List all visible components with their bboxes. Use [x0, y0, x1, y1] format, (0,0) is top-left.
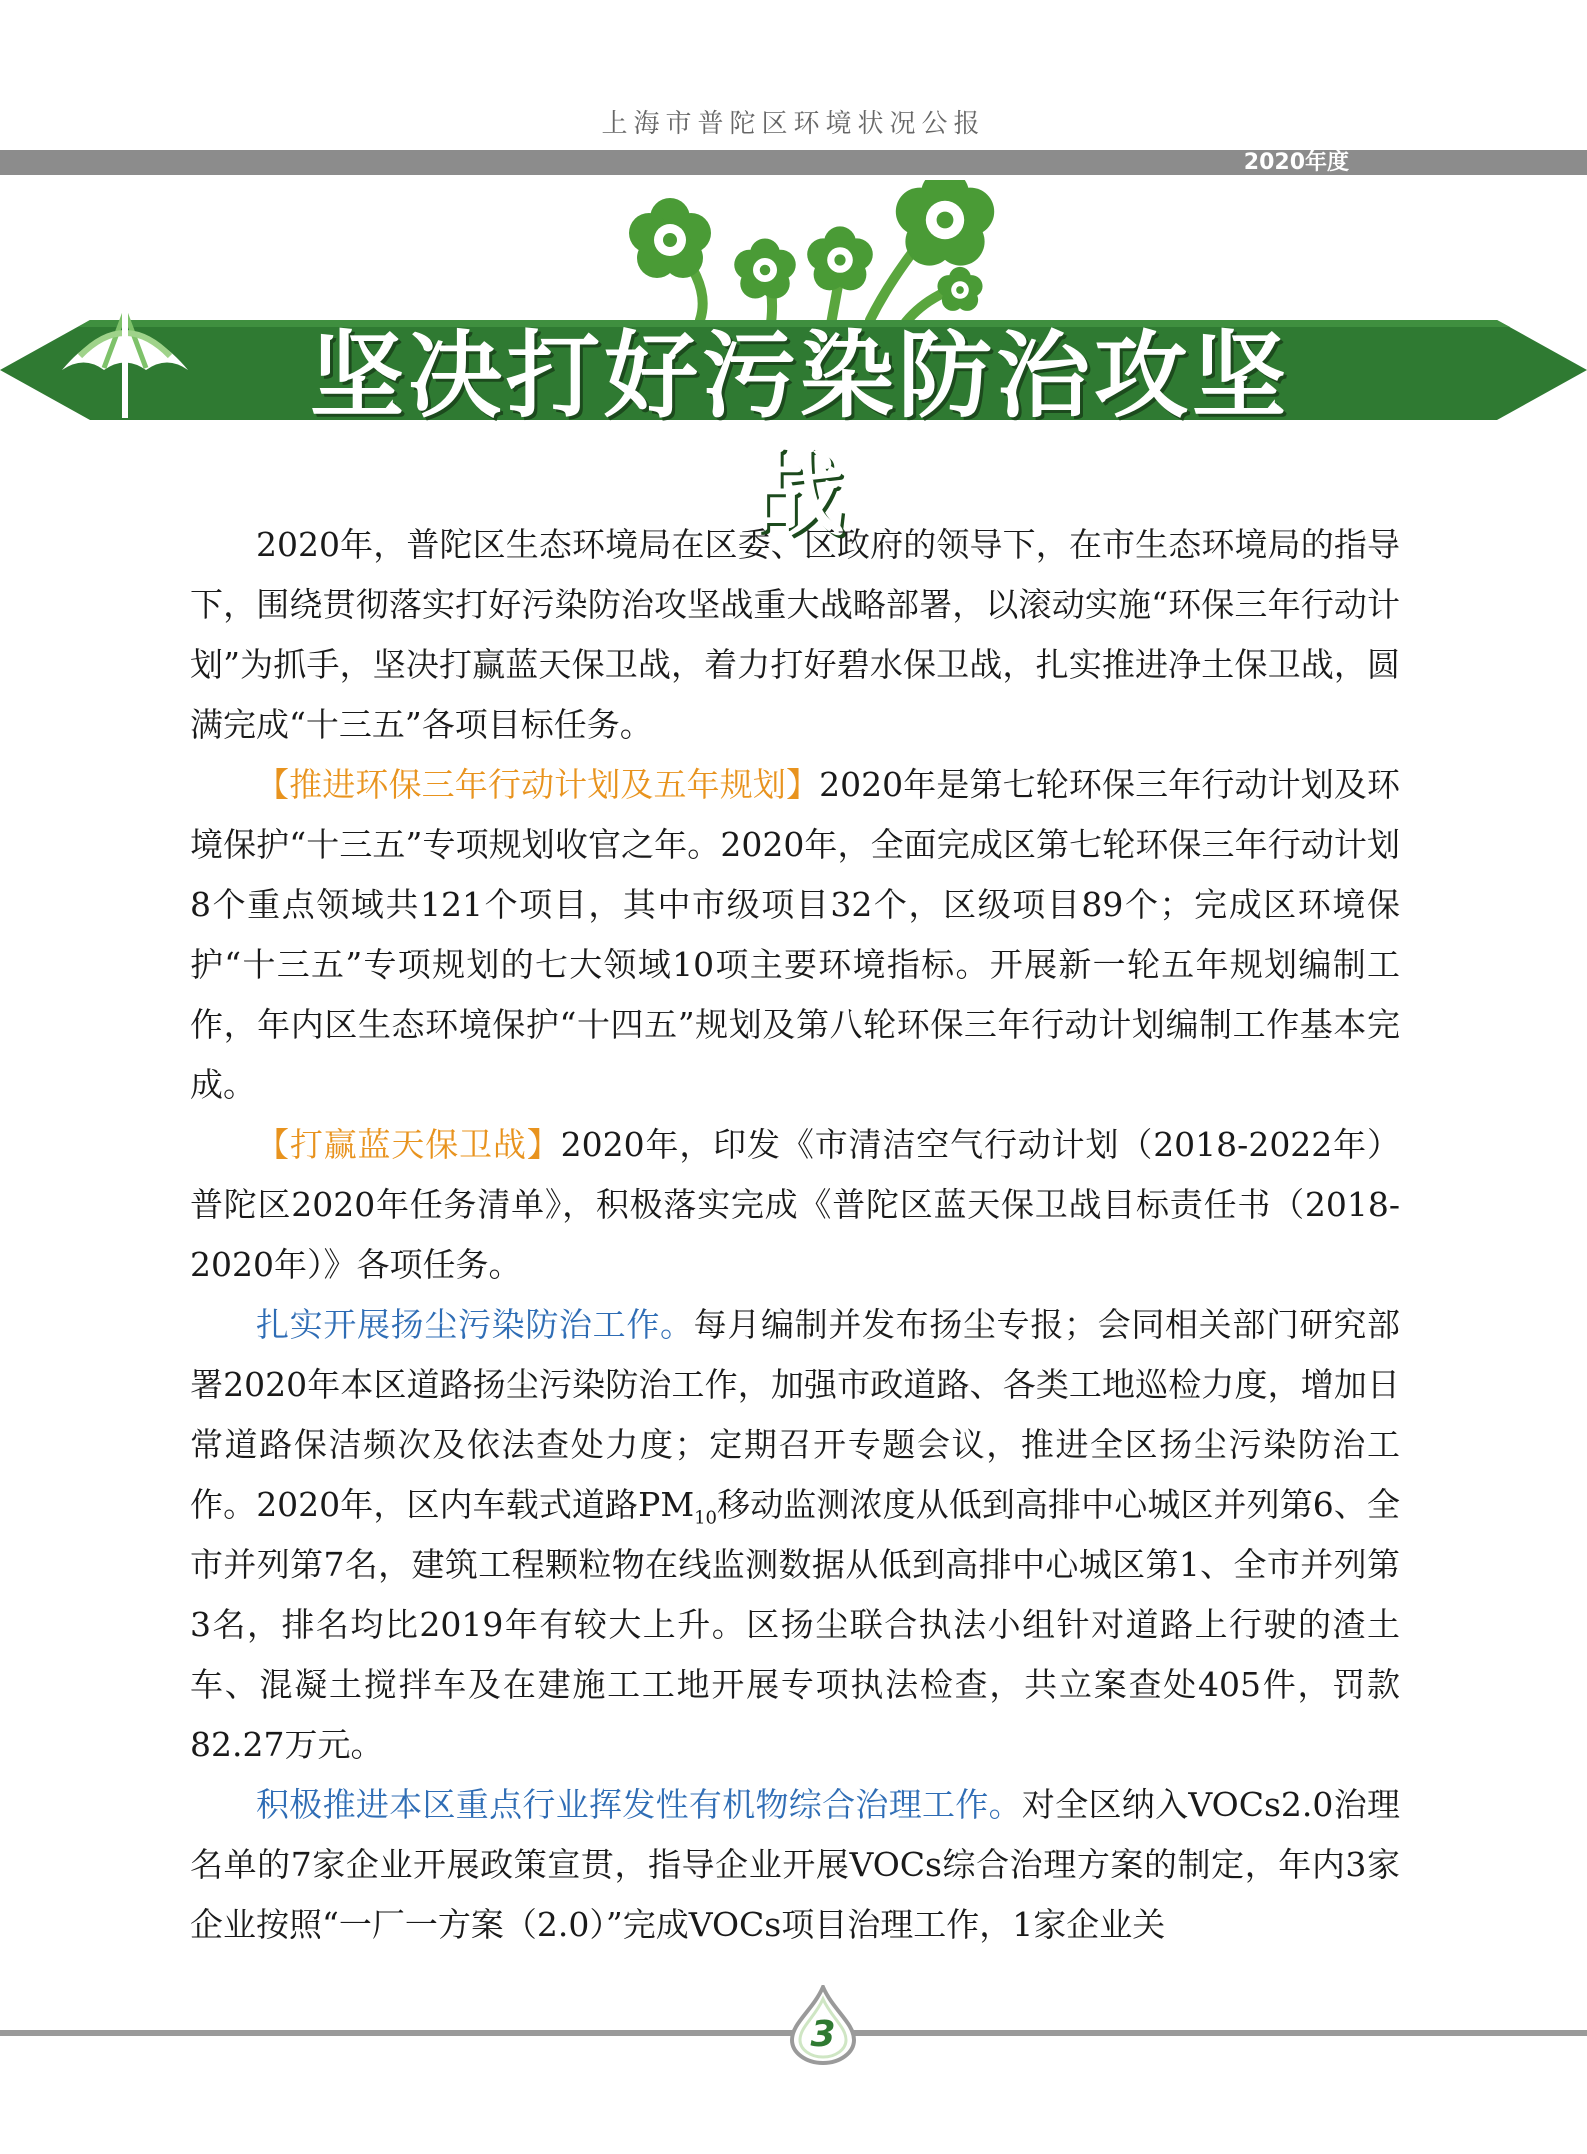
section-plan-heading: 【推进环保三年行动计划及五年规划】 [256, 765, 820, 804]
report-title: 上海市普陀区环境状况公报 [601, 109, 986, 139]
flower-icon [807, 226, 873, 290]
section-bluesky-paragraph [190, 1115, 1400, 1295]
flower-icon [734, 239, 796, 299]
dust-heading: 扎实开展扬尘污染防治工作。 [256, 1305, 694, 1344]
flower-icon [896, 180, 994, 266]
dust-text-b: 移动监测浓度从低到高排中心城区并列第6、全市并列第7名，建筑工程颗粒物在线监测数据从低到高排中心城区第1、全市并列第3名，排名均比2019年有较大上升。区扬尘联合执法小组针对道路上行驶的渣土车、混凝土搅拌车及在建施工工地开展专项执法检查，共立案查处405件，罚款82.27万元。 [190, 1485, 1400, 1764]
intro-paragraph: 2020年，普陀区生态环境局在区委、区政府的领导下，在市生态环境局的指导下，围绕贯彻落实打好污染防治攻坚战重大战略部署，以滚动实施“环保三年行动计划”为抓手，坚决打赢蓝天保卫战，着力打好碧水保卫战，扎实推进净土保卫战，圆满完成“十三五”各项目标任务。 [190, 525, 1400, 744]
voc-heading: 积极推进本区重点行业挥发性有机物综合治理工作。 [256, 1785, 1022, 1824]
header-bar [0, 150, 1587, 175]
banner-title: 坚决打好污染防治攻坚战 [309, 322, 1290, 549]
flower-icon [629, 198, 711, 278]
article-body [190, 515, 1400, 1955]
dust-paragraph [190, 1295, 1400, 1775]
page-number: 3 [810, 2014, 836, 2055]
voc-text: 对全区纳入VOCs2.0治理名单的7家企业开展政策宣贯，指导企业开展VOCs综合治理方案的制定，年内3家企业按照“一厂一方案（2.0）”完成VOCs项目治理工作，1家企业关 [190, 1785, 1400, 1944]
pm-subscript: 10 [694, 1507, 718, 1529]
voc-paragraph [190, 1775, 1400, 1955]
flower-icon [937, 267, 982, 311]
dust-text-a: 每月编制并发布扬尘专报；会同相关部门研究部署2020年本区道路扬尘污染防治工作，加强市政道路、各类工地巡检力度，增加日常道路保洁频次及依法查处力度；定期召开专题会议，推进全区扬尘污染防治工作。2020年，区内车载式道路PM [190, 1305, 1401, 1524]
section-plan-text: 2020年是第七轮环保三年行动计划及环境保护“十三五”专项规划收官之年。2020年，全面完成区第七轮环保三年行动计划8个重点领域共121个项目，其中市级项目32个，区级项目89个；完成区环境保护“十三五”专项规划的七大领域10项主要环境指标。开展新一轮五年规划编制工作，年内区生态环境保护“十四五”规划及第八轮环保三年行动计划编制工作基本完成。 [190, 765, 1401, 1104]
section-bluesky-heading: 【打赢蓝天保卫战】 [256, 1125, 561, 1164]
year-label: 2020年度 [1243, 150, 1349, 175]
section-plan-paragraph [190, 755, 1400, 1115]
section-bluesky-text: 2020年，印发《市清洁空气行动计划（2018-2022年）普陀区2020年任务清单》，积极落实完成《普陀区蓝天保卫战目标责任书（2018-2020年）》各项任务。 [190, 1125, 1400, 1284]
